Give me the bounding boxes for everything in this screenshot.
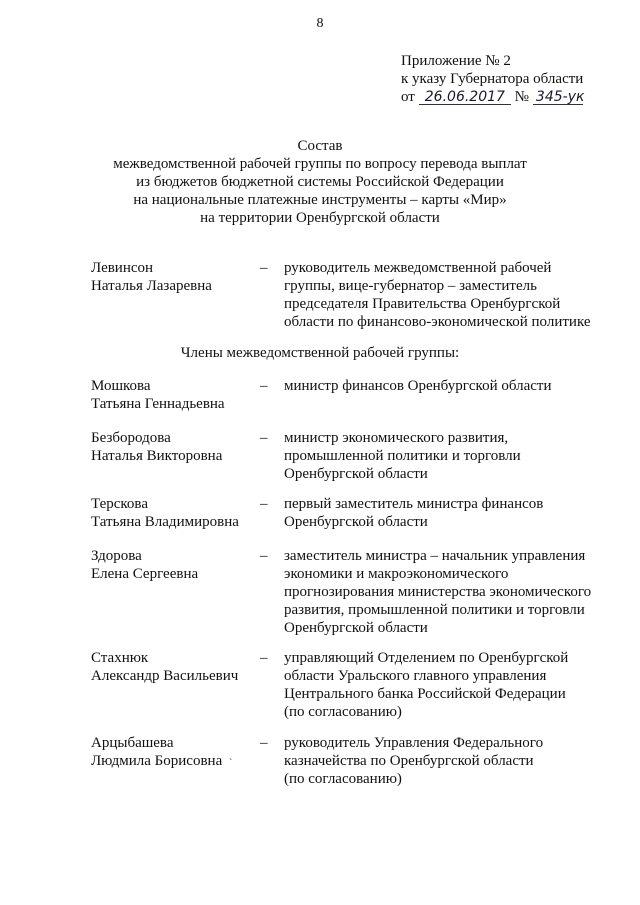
given-name: Александр Васильевич xyxy=(91,668,239,684)
handwritten-number: 345-ук xyxy=(533,90,583,105)
member-name xyxy=(91,495,261,531)
given-name: Татьяна Владимировна xyxy=(91,514,239,530)
dash-separator: – xyxy=(260,548,268,564)
given-name: Елена Сергеевна xyxy=(91,566,199,582)
members-heading: Члены межведомственной рабочей группы: xyxy=(180,345,460,361)
leader-name xyxy=(91,259,261,295)
document-title xyxy=(0,137,640,227)
title-line: Состав xyxy=(297,138,343,154)
role-line: управляющий Отделением по Оренбургской xyxy=(284,650,569,666)
member-name xyxy=(91,429,261,465)
dash-separator: – xyxy=(260,735,268,751)
scan-mark: ` xyxy=(229,758,233,769)
from-label: от xyxy=(401,89,415,105)
role-line: группы, вице-губернатор – заместитель xyxy=(284,278,537,294)
number-label: № xyxy=(514,89,529,105)
role-line: первый заместитель министра финансов xyxy=(284,496,544,512)
member-role xyxy=(284,429,604,483)
role-line: промышленной политики и торговли xyxy=(284,448,521,464)
member-name xyxy=(91,649,261,685)
role-line: руководитель Управления Федерального xyxy=(284,735,544,751)
title-line: из бюджетов бюджетной системы Российской Федерации xyxy=(136,174,504,190)
role-line: Оренбургской области xyxy=(284,466,428,482)
dash-separator: – xyxy=(260,260,268,276)
surname: Безбородова xyxy=(91,430,171,446)
member-name xyxy=(91,377,261,413)
member-role xyxy=(284,495,604,531)
appendix-reference: к указу Губернатора области xyxy=(401,71,584,87)
surname: Терскова xyxy=(91,496,148,512)
given-name: Людмила Борисовна xyxy=(91,753,223,769)
appendix-date-line xyxy=(401,88,631,106)
handwritten-date: 26.06.2017 xyxy=(419,90,511,105)
role-line: председателя Правительства Оренбургской xyxy=(284,296,561,312)
dash-separator: – xyxy=(260,430,268,446)
role-line: прогнозирования министерства экономического xyxy=(284,584,592,600)
appendix-header xyxy=(401,52,631,106)
member-name xyxy=(91,547,261,583)
role-line: (по согласованию) xyxy=(284,771,402,787)
role-line: экономики и макроэкономического xyxy=(284,566,509,582)
role-line: Оренбургской области xyxy=(284,620,428,636)
title-line: на национальные платежные инструменты – карты «Мир» xyxy=(133,192,507,208)
dash-separator: – xyxy=(260,378,268,394)
surname: Стахнюк xyxy=(91,650,149,666)
surname: Арцыбашева xyxy=(91,735,174,751)
member-name xyxy=(91,734,261,770)
surname: Здорова xyxy=(91,548,142,564)
member-role xyxy=(284,734,604,788)
given-name: Татьяна Геннадьевна xyxy=(91,396,225,412)
leader-role xyxy=(284,259,604,331)
given-name: Наталья Лазаревна xyxy=(91,278,212,294)
role-line: развития, промышленной политики и торговли xyxy=(284,602,585,618)
surname: Мошкова xyxy=(91,378,151,394)
member-role xyxy=(284,377,604,395)
role-line: области по финансово-экономической политике xyxy=(284,314,591,330)
role-line: Оренбургской области xyxy=(284,514,428,530)
role-line: Центрального банка Российской Федерации xyxy=(284,686,566,702)
role-line: казначейства по Оренбургской области xyxy=(284,753,534,769)
given-name: Наталья Викторовна xyxy=(91,448,223,464)
dash-separator: – xyxy=(260,650,268,666)
title-line: на территории Оренбургской области xyxy=(200,210,440,226)
member-role xyxy=(284,547,604,637)
page-number: 8 xyxy=(316,16,324,31)
surname: Левинсон xyxy=(91,260,154,276)
role-line: заместитель министра – начальник управления xyxy=(284,548,586,564)
role-line: руководитель межведомственной рабочей xyxy=(284,260,552,276)
role-line: министр экономического развития, xyxy=(284,430,509,446)
dash-separator: – xyxy=(260,496,268,512)
role-line: области Уральского главного управления xyxy=(284,668,547,684)
appendix-title: Приложение № 2 xyxy=(401,53,511,69)
role-line: (по согласованию) xyxy=(284,704,402,720)
member-role xyxy=(284,649,604,721)
title-line: межведомственной рабочей группы по вопросу перевода выплат xyxy=(113,156,527,172)
role-line: министр финансов Оренбургской области xyxy=(284,378,552,394)
